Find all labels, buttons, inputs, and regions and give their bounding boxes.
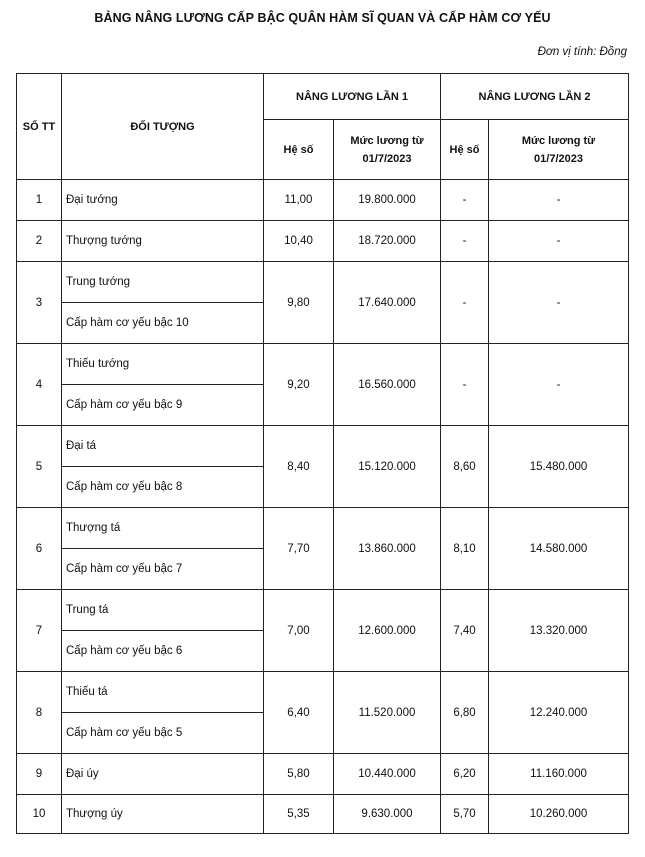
cell-doi-tuong: Cấp hàm cơ yếu bậc 5	[62, 713, 264, 754]
cell-stt: 3	[17, 262, 62, 344]
cell-stt: 7	[17, 590, 62, 672]
cell-he-so-2: 6,20	[441, 754, 489, 795]
cell-doi-tuong: Thiếu tá	[62, 672, 264, 713]
cell-doi-tuong: Cấp hàm cơ yếu bậc 6	[62, 631, 264, 672]
currency-unit-note: Đơn vị tính: Đồng	[537, 46, 627, 58]
cell-stt: 6	[17, 508, 62, 590]
header-muc-luong-2	[489, 120, 629, 180]
cell-muc-luong-2: -	[489, 221, 629, 262]
cell-stt: 2	[17, 221, 62, 262]
table-row	[17, 754, 629, 795]
table-row	[17, 262, 629, 303]
table-row	[17, 672, 629, 713]
cell-muc-luong-1: 10.440.000	[334, 754, 441, 795]
cell-doi-tuong: Thượng úy	[62, 795, 264, 834]
cell-doi-tuong: Trung tướng	[62, 262, 264, 303]
table-row	[17, 426, 629, 467]
cell-he-so-1: 9,20	[264, 344, 334, 426]
header-stt: SỐ TT	[17, 74, 62, 180]
cell-he-so-1: 5,35	[264, 795, 334, 834]
cell-doi-tuong: Thượng tướng	[62, 221, 264, 262]
cell-doi-tuong: Trung tá	[62, 590, 264, 631]
cell-muc-luong-2: -	[489, 262, 629, 344]
table-row	[17, 344, 629, 385]
cell-stt: 5	[17, 426, 62, 508]
cell-muc-luong-1: 17.640.000	[334, 262, 441, 344]
cell-he-so-2: 5,70	[441, 795, 489, 834]
cell-he-so-1: 7,70	[264, 508, 334, 590]
cell-stt: 4	[17, 344, 62, 426]
cell-he-so-2: -	[441, 180, 489, 221]
table-title: BẢNG NÂNG LƯƠNG CẤP BẬC QUÂN HÀM SĨ QUAN VÀ CẤP HÀM CƠ YẾU	[94, 11, 551, 25]
table-row	[17, 180, 629, 221]
header-muc-luong-2-line2: 01/7/2023	[534, 152, 583, 165]
cell-stt: 9	[17, 754, 62, 795]
cell-he-so-2: 8,60	[441, 426, 489, 508]
header-he-so-2: Hệ số	[441, 120, 489, 180]
cell-stt: 1	[17, 180, 62, 221]
cell-he-so-1: 9,80	[264, 262, 334, 344]
cell-muc-luong-2: -	[489, 344, 629, 426]
header-row-top	[17, 74, 629, 120]
cell-muc-luong-2: 12.240.000	[489, 672, 629, 754]
cell-he-so-2: -	[441, 221, 489, 262]
table-row	[17, 590, 629, 631]
cell-muc-luong-2: -	[489, 180, 629, 221]
cell-doi-tuong: Cấp hàm cơ yếu bậc 8	[62, 467, 264, 508]
cell-muc-luong-2: 15.480.000	[489, 426, 629, 508]
header-nang-luong-lan-1: NÂNG LƯƠNG LẦN 1	[264, 74, 441, 120]
cell-muc-luong-2: 10.260.000	[489, 795, 629, 834]
cell-muc-luong-1: 19.800.000	[334, 180, 441, 221]
header-muc-luong-1	[334, 120, 441, 180]
salary-table	[16, 73, 629, 834]
cell-muc-luong-1: 18.720.000	[334, 221, 441, 262]
cell-he-so-2: -	[441, 262, 489, 344]
table-body	[17, 180, 629, 834]
header-he-so-1: Hệ số	[264, 120, 334, 180]
table-row	[17, 508, 629, 549]
cell-he-so-1: 8,40	[264, 426, 334, 508]
header-nang-luong-lan-2: NÂNG LƯƠNG LẦN 2	[441, 74, 629, 120]
cell-muc-luong-1: 11.520.000	[334, 672, 441, 754]
cell-he-so-1: 5,80	[264, 754, 334, 795]
header-muc-luong-1-line2: 01/7/2023	[362, 152, 412, 165]
cell-he-so-2: 7,40	[441, 590, 489, 672]
cell-doi-tuong: Đại úy	[62, 754, 264, 795]
table-row	[17, 795, 629, 834]
cell-muc-luong-2: 14.580.000	[489, 508, 629, 590]
cell-stt: 10	[17, 795, 62, 834]
cell-doi-tuong: Thượng tá	[62, 508, 264, 549]
cell-doi-tuong: Thiếu tướng	[62, 344, 264, 385]
cell-doi-tuong: Đại tướng	[62, 180, 264, 221]
cell-muc-luong-1: 12.600.000	[334, 590, 441, 672]
cell-muc-luong-1: 13.860.000	[334, 508, 441, 590]
cell-he-so-1: 6,40	[264, 672, 334, 754]
cell-he-so-1: 11,00	[264, 180, 334, 221]
cell-doi-tuong: Cấp hàm cơ yếu bậc 9	[62, 385, 264, 426]
cell-muc-luong-1: 15.120.000	[334, 426, 441, 508]
header-doi-tuong: ĐỐI TƯỢNG	[62, 74, 264, 180]
cell-muc-luong-1: 9.630.000	[334, 795, 441, 834]
cell-he-so-2: 8,10	[441, 508, 489, 590]
header-muc-luong-2-line1: Mức lương từ	[521, 134, 596, 147]
cell-he-so-2: -	[441, 344, 489, 426]
cell-doi-tuong: Cấp hàm cơ yếu bậc 10	[62, 303, 264, 344]
cell-doi-tuong: Cấp hàm cơ yếu bậc 7	[62, 549, 264, 590]
cell-stt: 8	[17, 672, 62, 754]
cell-he-so-1: 7,00	[264, 590, 334, 672]
table-row	[17, 221, 629, 262]
cell-he-so-2: 6,80	[441, 672, 489, 754]
cell-muc-luong-2: 11.160.000	[489, 754, 629, 795]
cell-muc-luong-1: 16.560.000	[334, 344, 441, 426]
cell-muc-luong-2: 13.320.000	[489, 590, 629, 672]
cell-doi-tuong: Đại tá	[62, 426, 264, 467]
cell-he-so-1: 10,40	[264, 221, 334, 262]
header-muc-luong-1-line1: Mức lương từ	[350, 134, 424, 147]
